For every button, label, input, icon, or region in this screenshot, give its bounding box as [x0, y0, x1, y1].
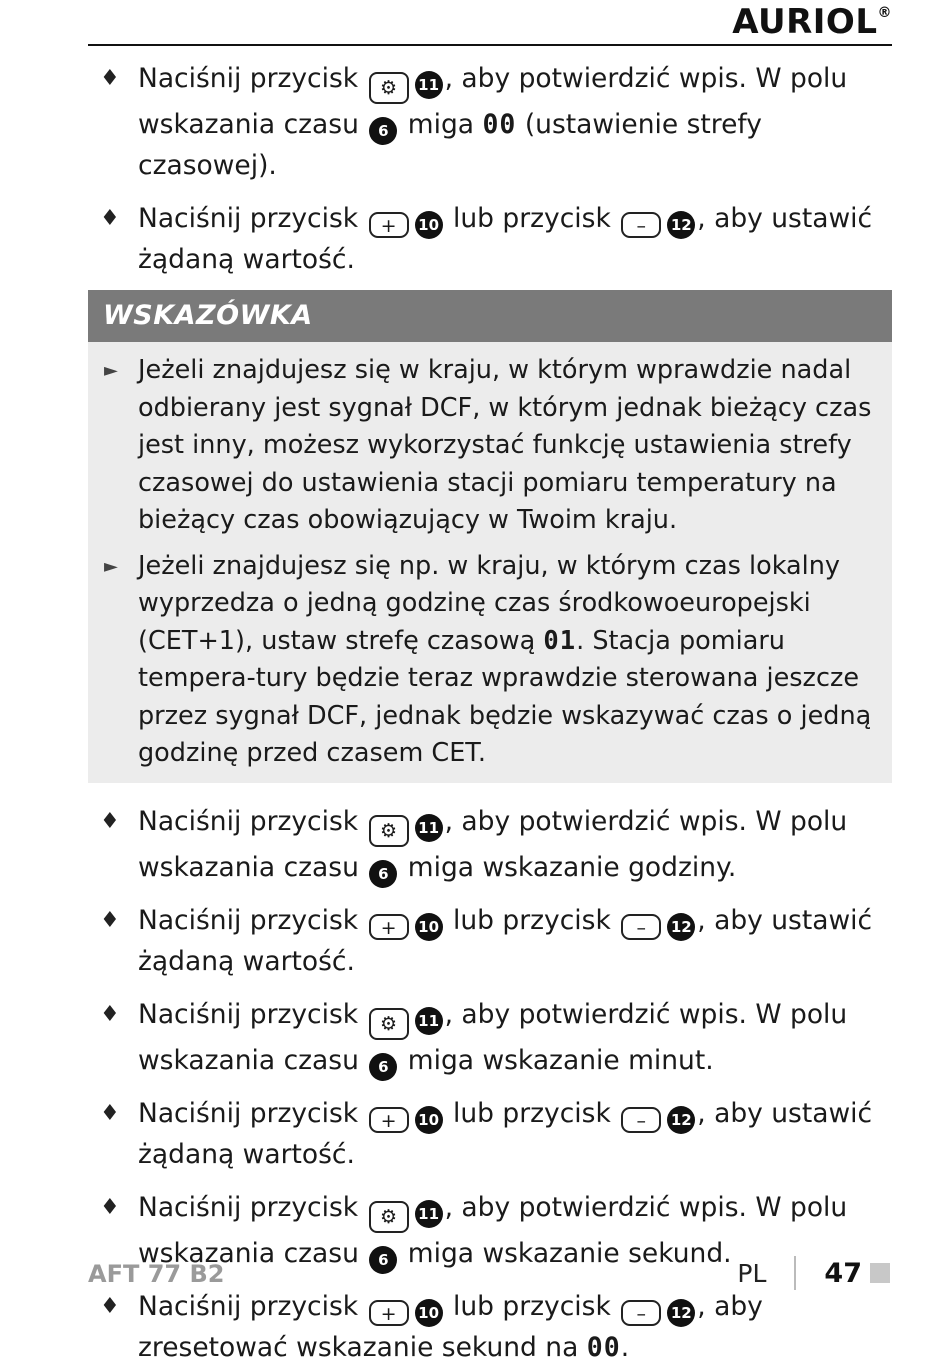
page-marker-square [870, 1263, 890, 1283]
segment-00-icon: 00 [482, 109, 517, 140]
number-11-icon: 11 [415, 1200, 443, 1228]
step-set-value: ♦ Naciśnij przycisk + 10 lub przycisk – 12 , aby ustawić żądaną wartość. [88, 900, 892, 982]
step-confirm-entry: ♦ Naciśnij przycisk ⚙ 11 , aby potwierdzić wpis. W polu wskazania czasu 6 miga wskazanie godziny. [88, 801, 892, 888]
diamond-bullet-icon: ♦ [100, 1194, 120, 1220]
gear-button-icon: ⚙ [369, 1008, 409, 1040]
note-item: ► Jeżeli znajdujesz się np. w kraju, w którym czas lokalny wyprzedza o jedną godzinę czas środkowoeuropejski (CET+1), ustaw strefę czasową 01. Stacja pomiaru tempera-tury będzie teraz wprawdzie sterowana jeszcze przez sygnał DCF, jednak będzie wskazywać czas o jedną godzinę przed czasem CET. [88, 548, 884, 773]
number-11-icon: 11 [415, 1007, 443, 1035]
diamond-bullet-icon: ♦ [100, 1293, 120, 1319]
note-item: ► Jeżeli znajdujesz się w kraju, w którym wprawdzie nadal odbierany jest sygnał DCF, w którym jednak bieżący czas jest inny, możesz wykorzystać funkcję ustawienia strefy czasowej do ustawienia stacji pomiaru temperatury na bieżący czas obowiązujący w Twoim kraju. [88, 352, 884, 540]
footer-divider [794, 1256, 796, 1290]
step-set-value: ♦ Naciśnij przycisk + 10 lub przycisk – 12 , aby ustawić żądaną wartość. [88, 198, 892, 280]
number-6-icon: 6 [369, 1053, 397, 1081]
gear-button-icon: ⚙ [369, 815, 409, 847]
plus-button-icon: + [369, 1300, 409, 1326]
diamond-bullet-icon: ♦ [100, 907, 120, 933]
minus-button-icon: – [621, 212, 661, 238]
number-10-icon: 10 [415, 1299, 443, 1327]
minus-button-icon: – [621, 1300, 661, 1326]
note-box [88, 342, 892, 783]
plus-button-icon: + [369, 1107, 409, 1133]
number-12-icon: 12 [667, 913, 695, 941]
triangle-bullet-icon: ► [104, 555, 118, 577]
number-11-icon: 11 [415, 814, 443, 842]
plus-button-icon: + [369, 212, 409, 238]
brand-logo: AURIOL® [732, 2, 892, 42]
language-code: PL [737, 1258, 767, 1288]
model-number: AFT 77 B2 [88, 1260, 225, 1288]
number-6-icon: 6 [369, 860, 397, 888]
page-number: 47 [824, 1257, 862, 1289]
gear-button-icon: ⚙ [369, 1201, 409, 1233]
diamond-bullet-icon: ♦ [100, 1100, 120, 1126]
number-11-icon: 11 [415, 71, 443, 99]
step-confirm-entry: ♦ Naciśnij przycisk ⚙ 11 , aby potwierdzić wpis. W polu wskazania czasu 6 miga 00 (ustawienie strefy czasowej). [88, 58, 892, 186]
gear-button-icon: ⚙ [369, 72, 409, 104]
step-confirm-entry: ♦ Naciśnij przycisk ⚙ 11 , aby potwierdzić wpis. W polu wskazania czasu 6 miga wskazanie minut. [88, 994, 892, 1081]
plus-button-icon: + [369, 914, 409, 940]
segment-00-icon: 00 [586, 1331, 621, 1363]
number-12-icon: 12 [667, 1106, 695, 1134]
number-10-icon: 10 [415, 913, 443, 941]
minus-button-icon: – [621, 1107, 661, 1133]
diamond-bullet-icon: ♦ [100, 66, 120, 91]
diamond-bullet-icon: ♦ [100, 808, 120, 834]
number-12-icon: 12 [667, 1299, 695, 1327]
number-6-icon: 6 [369, 1246, 397, 1274]
number-10-icon: 10 [415, 211, 443, 239]
diamond-bullet-icon: ♦ [100, 206, 120, 231]
diamond-bullet-icon: ♦ [100, 1001, 120, 1027]
number-10-icon: 10 [415, 1106, 443, 1134]
segment-01-icon: 01 [543, 625, 577, 656]
triangle-bullet-icon: ► [104, 360, 118, 381]
page-footer [737, 1256, 890, 1290]
note-title: WSKAZÓWKA [88, 290, 892, 342]
step-reset-seconds: ♦ Naciśnij przycisk + 10 lub przycisk – 12 , aby zresetować wskazanie sekund na 00. [88, 1286, 892, 1368]
step-confirm-entry: ♦ Naciśnij przycisk ⚙ 11 , aby potwierdzić wpis. W polu wskazania czasu 6 miga wskazanie sekund. [88, 1187, 892, 1274]
number-12-icon: 12 [667, 211, 695, 239]
step-set-value: ♦ Naciśnij przycisk + 10 lub przycisk – 12 , aby ustawić żądaną wartość. [88, 1093, 892, 1175]
header-rule [88, 44, 892, 46]
page-content [88, 58, 892, 1368]
number-6-icon: 6 [369, 117, 397, 145]
minus-button-icon: – [621, 914, 661, 940]
